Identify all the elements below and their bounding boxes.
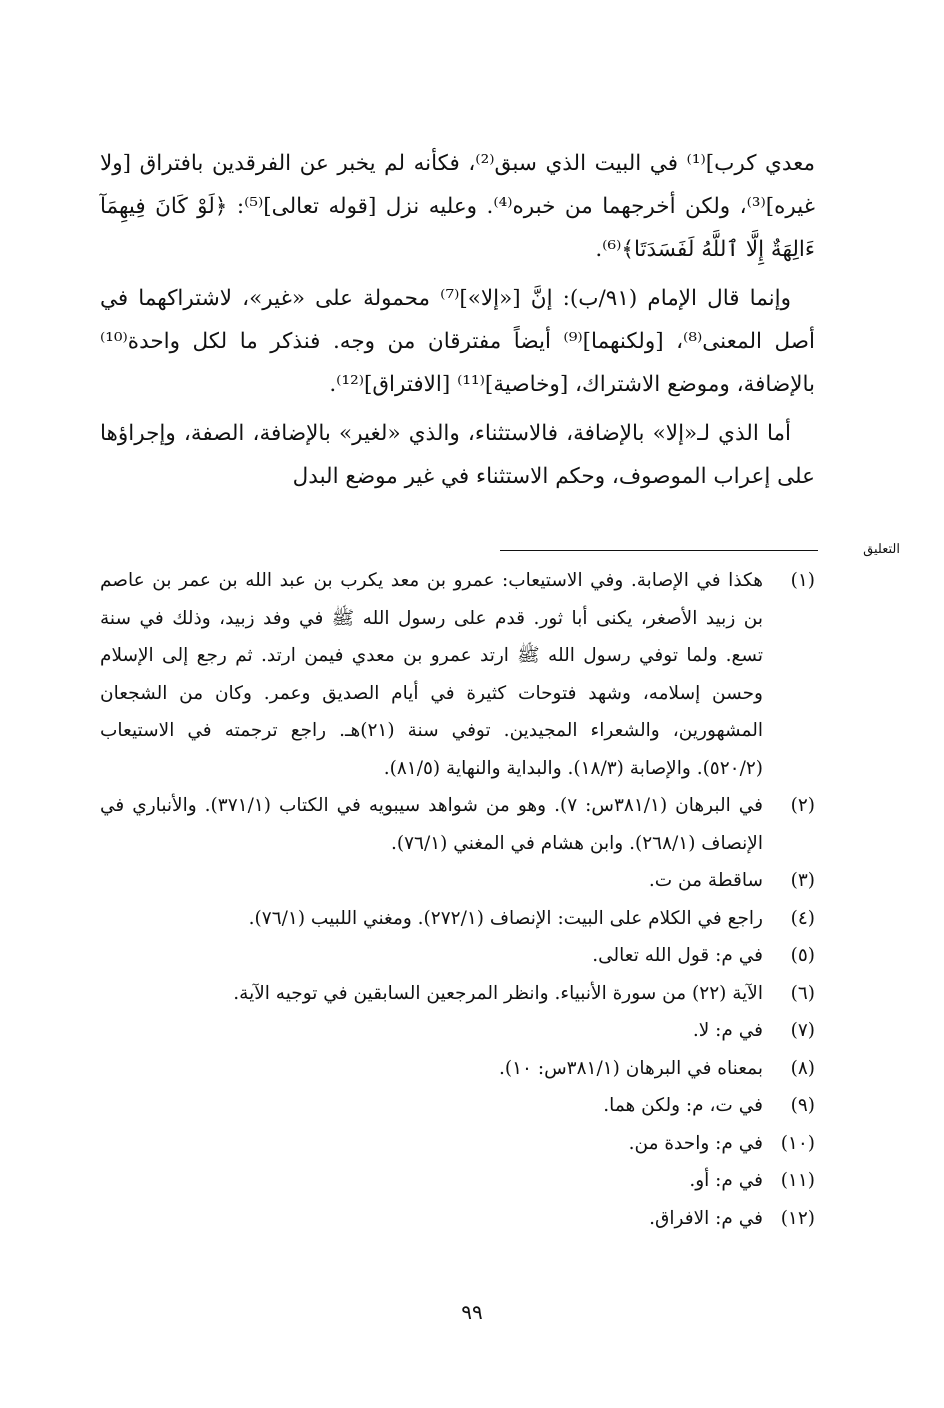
footnote-text: ساقطة من ت. [648, 870, 763, 891]
footnote-text: في م: واحدة من. [628, 1132, 763, 1154]
footnote-number: (١٢) [780, 1207, 815, 1229]
footnote-5 [100, 937, 815, 975]
footnote-text: هكذا في الإصابة. وفي الاستيعاب: عمرو بن معد يكرب بن عبد الله بن عمر بن عاصم بن زبيد الأصغر، يكنى أبا ثور. قدم على رسول الله ﷺ في وفد زبيد، وذلك في سنة تسع. ولما توفي رسول الله ﷺ ارتد عمرو بن معدي فيمن ارتد. ثم رجع إلى الإسلام وحسن إسلامه، وشهد فتوحات كثيرة في أيام الصديق وعمر. وكان من الشجعان المشهورين، والشعراء المجيدين. توفي سنة (٢١)هـ. راجع ترجمته في الاستيعاب (٥٢٠/٢). والإصابة (١٨/٣). والبداية والنهاية (٨١/٥). [100, 570, 763, 779]
footnote-8 [100, 1050, 815, 1088]
footnote-number: (٧) [790, 1020, 815, 1041]
footnote-number: (١) [790, 570, 815, 591]
commentary-label: التعليق [863, 542, 900, 557]
footnote-number: (١٠) [780, 1132, 815, 1154]
footnote-text: في م: لا. [692, 1020, 763, 1041]
main-text [100, 142, 815, 498]
footnote-number: (١١) [780, 1170, 815, 1191]
footnote-12 [100, 1200, 815, 1238]
footnote-number: (٤) [790, 907, 815, 929]
footnote-separator [500, 550, 818, 551]
footnote-9 [100, 1087, 815, 1125]
footnote-text: في م: أو. [689, 1170, 763, 1191]
footnote-text: الآية (٢٢) من سورة الأنبياء. وانظر المرجعين السابقين في توجيه الآية. [233, 982, 763, 1004]
footnote-number: (٢) [790, 795, 815, 816]
paragraph-3: أما الذي لـ«إلا» بالإضافة، فالاستثناء، والذي «لغير» بالإضافة، الصفة، وإجراؤها على إعراب الموصوف، وحكم الاستثناء في غير موضع البدل [100, 421, 815, 489]
footnote-number: (٩) [790, 1095, 815, 1116]
footnote-text: في ت، م: ولكن هما. [603, 1095, 763, 1116]
footnote-3 [100, 862, 815, 900]
footnote-number: (٣) [790, 870, 815, 891]
footnote-2 [100, 787, 815, 862]
footnote-4 [100, 900, 815, 938]
footnote-text: راجع في الكلام على البيت: الإنصاف (٢٧٢/١). ومغني اللبيب (٧٦/١). [248, 907, 763, 929]
footnote-number: (٥) [790, 945, 815, 966]
footnote-number: (٨) [790, 1057, 815, 1079]
footnote-10 [100, 1125, 815, 1163]
footnote-text: في م: قول الله تعالى. [592, 945, 763, 966]
footnote-6 [100, 975, 815, 1013]
paragraph-2: وإنما قال الإمام (٩١/ب): إنَّ [«إلا»]⁽⁷⁾ محمولة على «غير»، لاشتراكهما في أصل المعنى⁽⁸⁾، [ولكنهما]⁽⁹⁾ أيضاً مفترقان من وجه. فنذكر ما لكل واحدة⁽¹⁰⁾ بالإضافة، وموضع الاشتراك، [وخاصية]⁽¹¹⁾ [الافتراق]⁽¹²⁾. [100, 286, 815, 397]
footnote-number: (٦) [790, 982, 815, 1004]
footnote-7 [100, 1012, 815, 1050]
footnote-text: في م: الافراق. [649, 1207, 763, 1229]
paragraph-1: معدي كرب]⁽¹⁾ في البيت الذي سبق⁽²⁾، فكأنه لم يخبر عن الفرقدين بافتراق [ولا غيره]⁽³⁾، ولكن أخرجهما من خبره⁽⁴⁾. وعليه نزل [قوله تعالى]⁽⁵⁾: ﴿لَوْ كَانَ فِيهِمَآ ءَالِهَةٌ إِلَّا ٱللَّهُ لَفَسَدَتَا﴾⁽⁶⁾. [100, 151, 816, 262]
footnote-text: بمعناه في البرهان (٣٨١/١س: ١٠). [498, 1057, 763, 1079]
footnote-1 [100, 562, 815, 787]
footnote-11 [100, 1162, 815, 1200]
footnote-text: في البرهان (٣٨١/١س: ٧). وهو من شواهد سيبويه في الكتاب (٣٧١/١). والأنباري في الإنصاف (٢٦٨/١). وابن هشام في المغني (٧٦/١). [100, 795, 763, 854]
page-number: ٩٩ [461, 1300, 483, 1324]
footnotes [100, 562, 815, 1237]
